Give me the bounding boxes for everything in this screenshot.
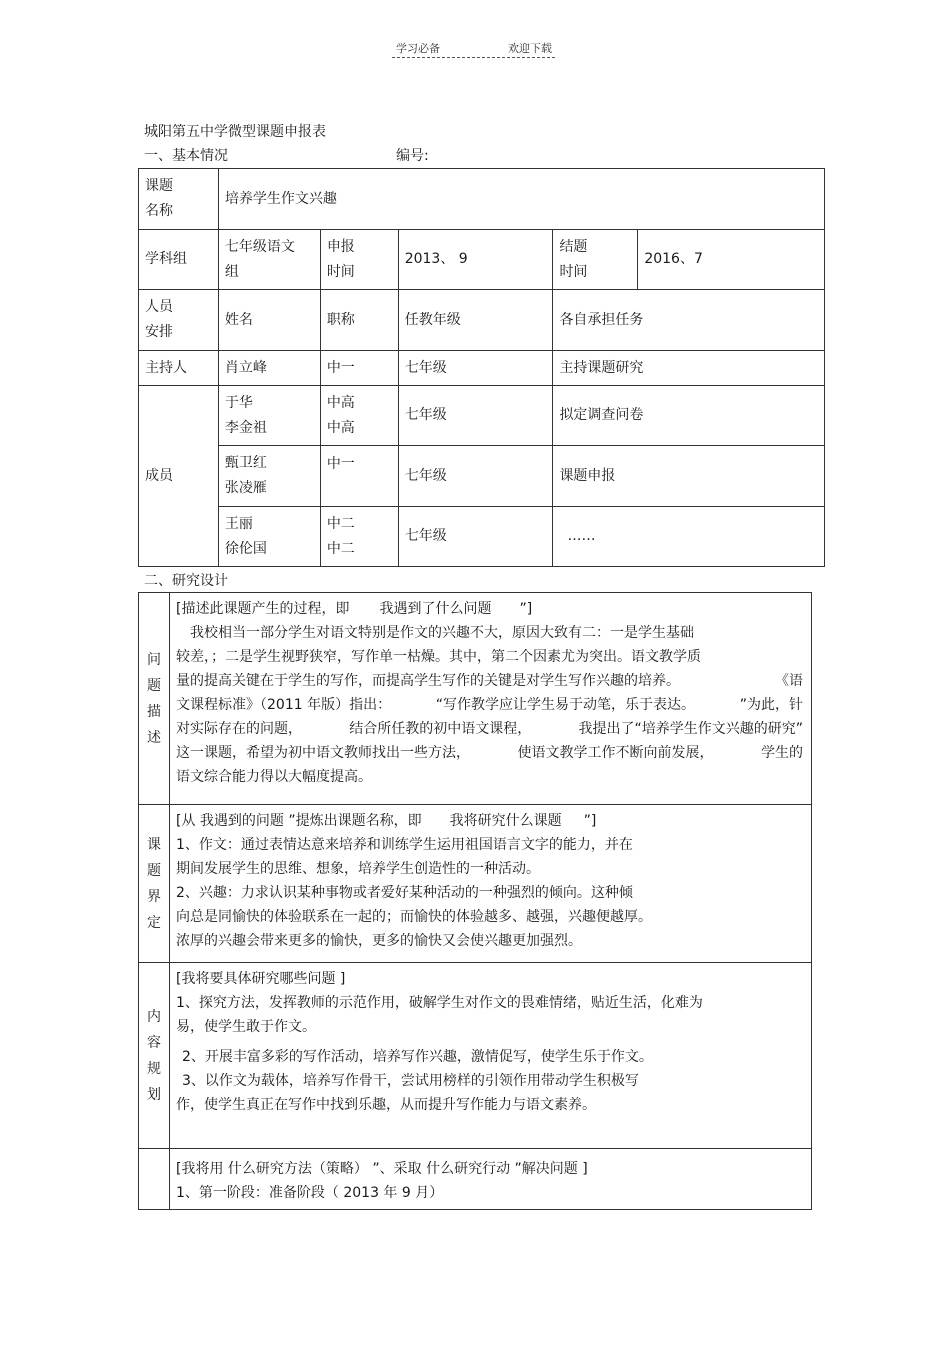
host-title-cell: 中一: [320, 351, 398, 386]
problem-line: 量的提高关键在于学生的写作，而提高学生写作的关键是对学生写作兴趣的培养。 《语: [176, 673, 803, 689]
method-side-label: [139, 1149, 170, 1210]
definition-line: 期间发展学生的思维、想象，培养学生创造性的一种活动。: [176, 861, 540, 877]
member-grade-cell: 七年级: [398, 386, 553, 446]
member-name-cell: 于华 李金祖: [218, 386, 320, 446]
apply-time-value-cell: 2013、 9: [398, 230, 553, 290]
member-title-cell: 中二 中二: [320, 507, 398, 567]
host-name-cell: 肖立峰: [218, 351, 320, 386]
research-design-table: [138, 592, 812, 1210]
host-task-cell: 主持课题研究: [553, 351, 825, 386]
table-row: [139, 386, 825, 446]
problem-line: 较差，；二是学生视野狭窄，写作单一枯燥。其中，第二个因素尤为突出。语文教学质: [176, 649, 701, 665]
member-task-cell: 拟定调查问卷: [553, 386, 825, 446]
page-title: 城阳第五中学微型课题申报表: [144, 124, 326, 140]
section-basic-label: 一、基本情况: [144, 148, 228, 164]
basic-info-table: [138, 168, 825, 567]
member-label-cell: 成员: [139, 386, 219, 567]
content-side-label: 内 容 规 划: [139, 963, 170, 1149]
definition-line: 2、兴趣：力求认识某种事物或者爱好某种活动的一种强烈的倾向。这种倾: [176, 885, 633, 901]
definition-line: 向总是同愉快的体验联系在一起的；而愉快的体验越多、越强，兴趣便越厚。: [176, 909, 652, 925]
section-design-label: 二、研究设计: [144, 573, 228, 589]
col-grade-header: 任教年级: [398, 290, 553, 351]
problem-line: 对实际存在的问题， 结合所任教的初中语文课程， 我提出了“培养学生作文兴趣的研究”: [176, 721, 803, 737]
member-grade-cell: 七年级: [398, 446, 553, 507]
member-task-cell: ……: [553, 507, 825, 567]
problem-line: 文课程标准》（2011 年版）指出： “写作教学应让学生易于动笔，乐于表达。 ”为此，针: [176, 697, 803, 713]
method-prompt: [我将用 什么研究方法（策略） ”、采取 什么研究行动 ”解决问题 ]: [176, 1161, 588, 1177]
definition-line: 浓厚的兴趣会带来更多的愉快，更多的愉快又会使兴趣更加强烈。: [176, 933, 582, 949]
host-grade-cell: 七年级: [398, 351, 553, 386]
member-title-cell: 中高 中高: [320, 386, 398, 446]
content-line: 1、探究方法，发挥教师的示范作用，破解学生对作文的畏难情绪，贴近生活，化难为: [176, 995, 703, 1011]
member-task-cell: 课题申报: [553, 446, 825, 507]
problem-line: 语文综合能力得以大幅度提高。: [176, 769, 372, 785]
content-line: 作，使学生真正在写作中找到乐趣，从而提升写作能力与语文素养。: [176, 1097, 596, 1113]
problem-side-label: 问 题 描 述: [139, 593, 170, 805]
group-value-cell: 七年级语文 组: [218, 230, 320, 290]
member-grade-cell: 七年级: [398, 507, 553, 567]
topic-label-cell: 课题 名称: [139, 169, 219, 230]
staff-label-cell: 人员 安排: [139, 290, 219, 351]
problem-line: 这一课题，希望为初中语文教师找出一些方法， 使语文教学工作不断向前发展， 学生的: [176, 745, 803, 761]
group-label-cell: 学科组: [139, 230, 219, 290]
definition-cell: [170, 805, 812, 963]
table-row: [139, 446, 825, 507]
definition-prompt: [从 我遇到的问题 ”提炼出课题名称，即 我将研究什么课题 ”]: [176, 813, 597, 829]
content-prompt: [我将要具体研究哪些问题 ]: [176, 971, 346, 987]
col-name-header: 姓名: [218, 290, 320, 351]
col-task-header: 各自承担任务: [553, 290, 825, 351]
problem-line: 我校相当一部分学生对语文特别是作文的兴趣不大，原因大致有二：一是学生基础: [190, 625, 694, 641]
content-line: 2、开展丰富多彩的写作活动，培养写作兴趣，激情促写，使学生乐于作文。: [182, 1049, 653, 1065]
header-left-text: 学习必备: [396, 42, 440, 55]
end-time-label-cell: 结题 时间: [553, 230, 638, 290]
definition-side-label: 课 题 界 定: [139, 805, 170, 963]
col-title-header: 职称: [320, 290, 398, 351]
definition-line: 1、作文：通过表情达意来培养和训练学生运用祖国语言文字的能力，并在: [176, 837, 633, 853]
header-divider: [392, 57, 555, 58]
content-line: 易，使学生敢于作文。: [176, 1019, 316, 1035]
member-title-cell: 中一: [320, 446, 398, 507]
member-name-cell: 甄卫红 张凌雁: [218, 446, 320, 507]
end-time-value-cell: 2016、7: [638, 230, 825, 290]
method-line: 1、第一阶段：准备阶段（ 2013 年 9 月）: [176, 1185, 444, 1201]
member-name-cell: 王丽 徐伦国: [218, 507, 320, 567]
topic-value-cell: 培养学生作文兴趣: [218, 169, 824, 230]
table-row: [139, 507, 825, 567]
problem-prompt: [描述此课题产生的过程，即 我遇到了什么问题 ”]: [176, 601, 533, 617]
host-label-cell: 主持人: [139, 351, 219, 386]
content-line: 3、以作文为载体，培养写作骨干，尝试用榜样的引领作用带动学生积极写: [182, 1073, 639, 1089]
header-right-text: 欢迎下载: [508, 42, 552, 55]
content-plan-cell: [170, 963, 812, 1149]
number-label: 编号:: [396, 148, 429, 164]
method-cell: [170, 1149, 812, 1210]
problem-description-cell: [170, 593, 812, 805]
apply-time-label-cell: 申报 时间: [320, 230, 398, 290]
